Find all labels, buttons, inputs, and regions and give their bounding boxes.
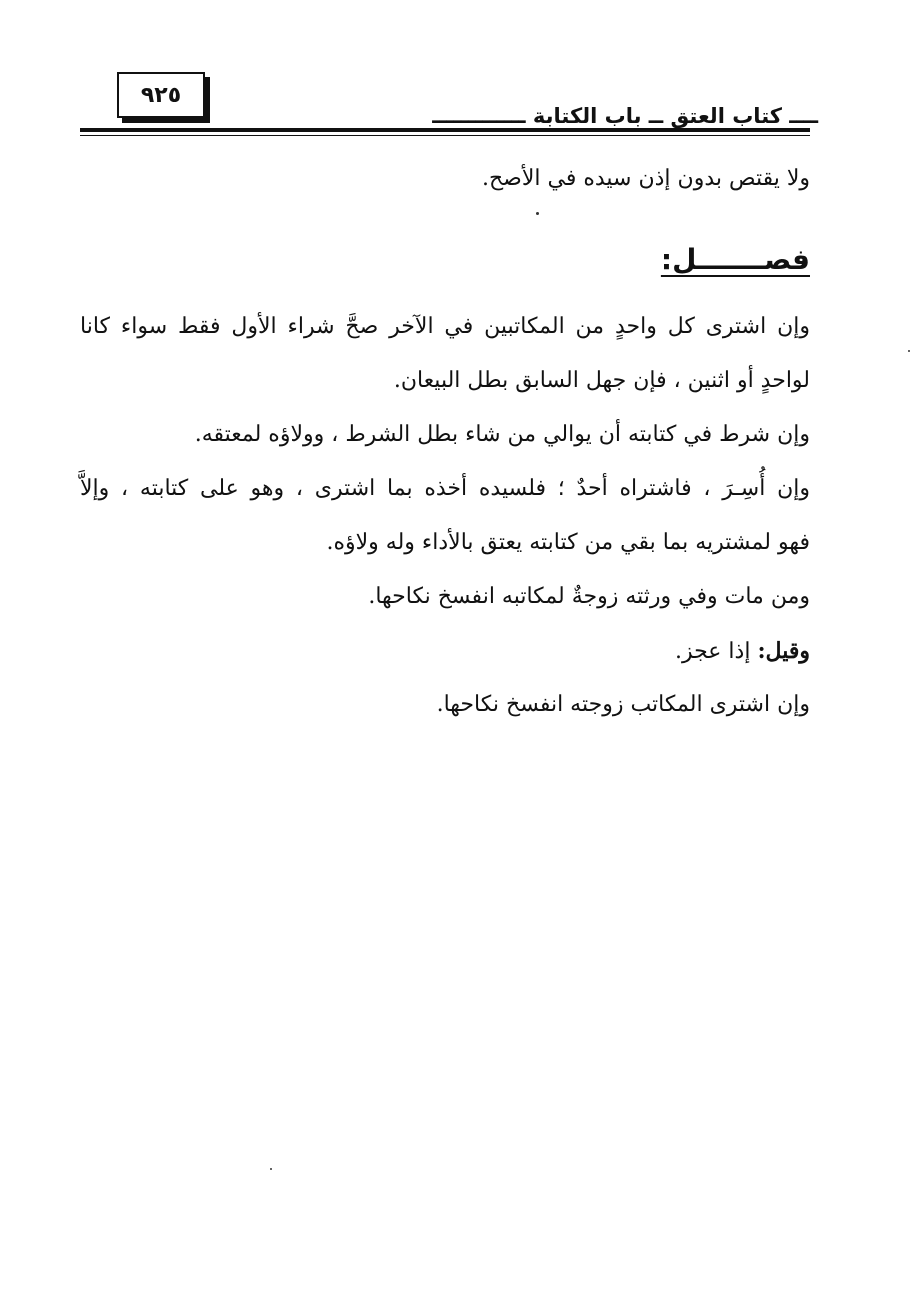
header-rule-thick (80, 128, 810, 132)
text-line: فهو لمشتريه بما بقي من كتابته يعتق بالأداء وله ولاؤه. (326, 530, 810, 555)
qila-text: إذا عجز. (674, 639, 758, 664)
text-line: وإن أُسِـرَ ، فاشتراه أحدٌ ؛ فلسيده أخذه بما اشترى ، وهو على كتابته ، وإلاَّ (80, 476, 810, 501)
running-head: ــــ كتاب العتق ــ باب الكتابة ـــــــــــــ (432, 104, 818, 128)
body-text (80, 152, 810, 732)
scan-speck (908, 350, 910, 352)
text-line (80, 624, 810, 678)
scan-speck (536, 212, 539, 215)
page-number: ٩٢٥ (140, 82, 182, 108)
text-line: ومن مات وفي ورثته زوجةٌ لمكاتبه انفسخ نكاحها. (368, 584, 810, 609)
text-line: ولا يقتص بدون إذن سيده في الأصح. (481, 166, 810, 191)
scan-speck (270, 1168, 272, 1170)
section-heading: فصـــــــل: (660, 243, 810, 276)
text-line: لواحدٍ أو اثنين ، فإن جهل السابق بطل البيعان. (393, 368, 810, 393)
page-number-box (117, 72, 205, 118)
header-rule-thin (80, 135, 810, 136)
text-line: وإن اشترى المكاتب زوجته انفسخ نكاحها. (436, 692, 810, 717)
text-line: وإن شرط في كتابته أن يوالي من شاء بطل الشرط ، وولاؤه لمعتقه. (194, 422, 810, 447)
text-line: وإن اشترى كل واحدٍ من المكاتبين في الآخر صحَّ شراء الأول فقط سواء كانا (80, 314, 810, 339)
qila-label: وقيل: (757, 638, 810, 664)
